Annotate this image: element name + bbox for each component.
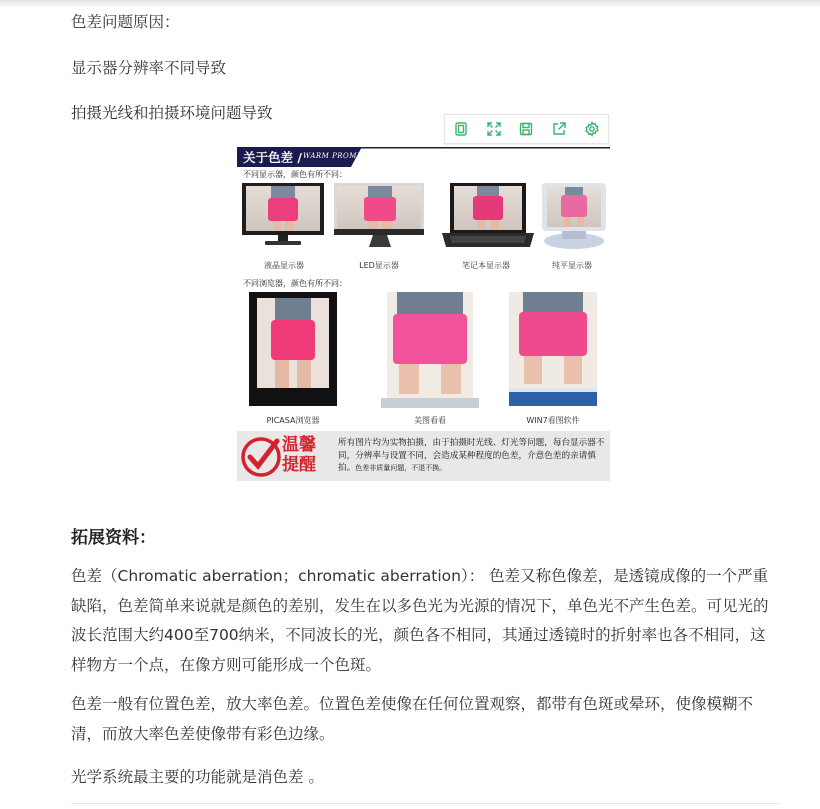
- paragraph-cause-title: 色差问题原因：: [71, 13, 180, 31]
- paragraph-types: 色差一般有位置色差，放大率色差。位置色差使像在任何位置观察，都带有色斑或晕环，使像模糊不清，而放大率色差使像带有彩色边缘。: [71, 695, 754, 743]
- expand-button[interactable]: [478, 115, 511, 143]
- checkmark-icon: [241, 435, 281, 477]
- browser-caption-1: PICASA浏览器: [266, 416, 320, 425]
- browsers-illustration: [237, 290, 610, 412]
- figure-title: 关于色差 /: [243, 150, 302, 165]
- section-browsers-label: 不同浏览器，颜色有所不同：: [243, 279, 347, 288]
- color-difference-figure[interactable]: [237, 147, 610, 481]
- monitors-illustration: [237, 181, 610, 261]
- settings-button[interactable]: [575, 115, 608, 143]
- section-monitors-label: 不同显示器，颜色有所不同：: [243, 170, 347, 179]
- copy-button[interactable]: [445, 115, 478, 143]
- monitor-caption-4: 纯平显示器: [552, 261, 592, 270]
- expand-icon: [486, 121, 502, 137]
- top-border: [0, 0, 820, 8]
- save-button[interactable]: [510, 115, 543, 143]
- figure-subtitle: WARM PROMPT: [303, 152, 368, 160]
- bottom-divider: [71, 803, 779, 804]
- paragraph-cause-2: 拍摄光线和拍摄环境问题导致: [71, 104, 273, 122]
- warning-text: 所有图片均为实物拍摄，由于拍摄时光线、灯光等问题，每台显示器不同，分辨率与设置不同，会造成某种程度的色差，介意色差的亲请慎拍。色差非质量问题，不退不换。: [338, 438, 605, 474]
- copy-icon: [453, 121, 469, 137]
- browser-caption-3: WIN7看图软件: [526, 416, 580, 425]
- paragraph-definition: 色差（Chromatic aberration；chromatic aberration）： 色差又称色像差，是透镜成像的一个严重缺陷，色差简单来说就是颜色的差别，发生在以多色光为光源的情况下，单色光不产生色差。可见光的波长范围大约400至700纳米，不同波长的光，颜色各不相同，其通过透镜时的折射率也各不相同，这样物方一个点，在像方则可能形成一个色斑。: [71, 567, 769, 674]
- monitor-caption-3: 笔记本显示器: [462, 261, 510, 270]
- share-button[interactable]: [543, 115, 576, 143]
- warning-panel: [237, 431, 610, 481]
- paragraph-function: 光学系统最主要的功能就是消色差 。: [71, 768, 324, 786]
- share-icon: [551, 121, 567, 137]
- settings-icon: [584, 121, 600, 137]
- paragraph-cause-1: 显示器分辨率不同导致: [71, 59, 227, 77]
- monitor-caption-2: LED显示器: [359, 261, 399, 270]
- monitor-caption-1: 液晶显示器: [264, 261, 304, 270]
- warning-title: 温馨 提醒: [282, 435, 316, 475]
- save-icon: [518, 121, 534, 137]
- section-heading: 拓展资料：: [71, 528, 156, 548]
- image-toolbar: [444, 114, 609, 144]
- browser-caption-2: 美图看看: [414, 416, 446, 425]
